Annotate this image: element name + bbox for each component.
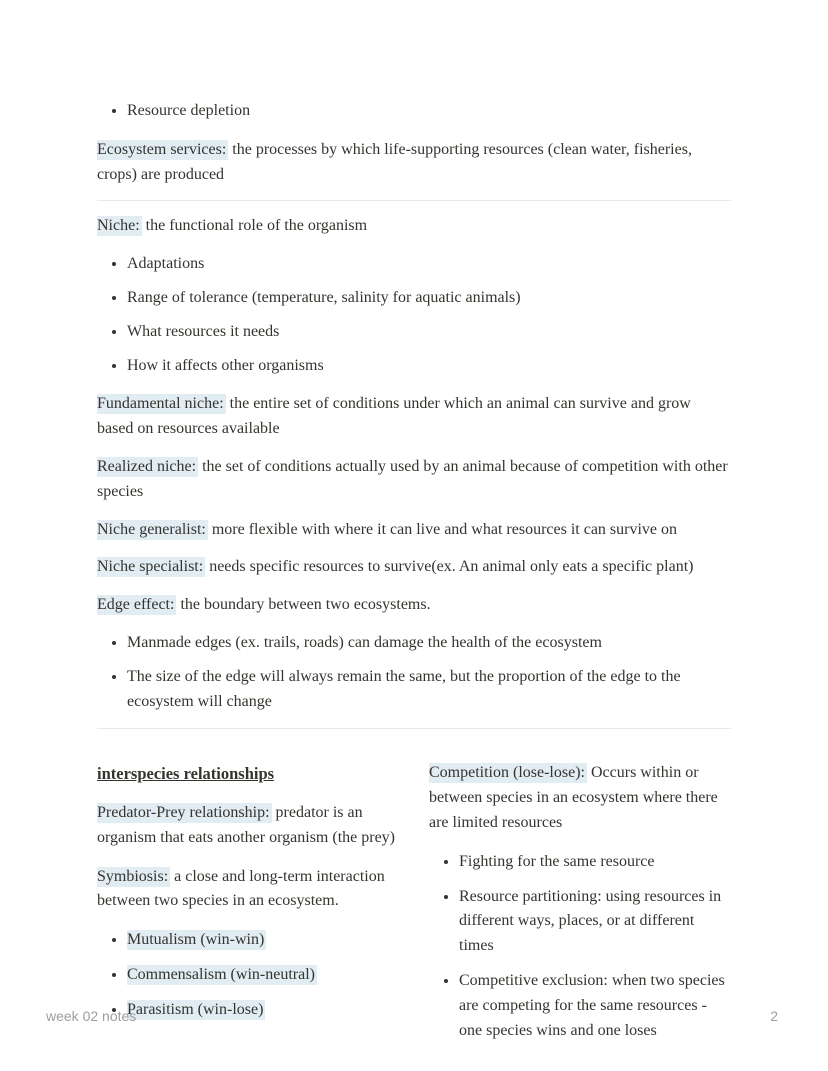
definition-text: Occurs within or between species in an ecosystem where there are limited resources — [429, 764, 718, 831]
definition-text: the set of conditions actually used by an animal because of competition with other species — [97, 457, 728, 500]
list-item — [459, 885, 731, 959]
term-competition: Competition (lose-lose): — [429, 764, 585, 782]
interspecies-relationships-heading: interspecies relationships — [97, 764, 275, 784]
bullet-text: Resource depletion — [127, 102, 251, 119]
term-fundamental-niche: Fundamental niche: — [97, 395, 224, 413]
page-footer — [46, 1006, 778, 1028]
term-parasitism: Parasitism (win-lose) — [127, 1000, 264, 1018]
term-niche-generalist: Niche generalist: — [97, 520, 206, 538]
list-item — [127, 252, 731, 277]
notes-content — [97, 90, 731, 1053]
term-symbiosis: Symbiosis: — [97, 867, 169, 885]
definition-text: the functional role of the organism — [145, 217, 368, 235]
page-number: 2 — [770, 1008, 778, 1024]
term-niche: Niche: — [97, 217, 140, 235]
bullet-text: The size of the edge will always remain the same, but the proportion of the edge to the ecosystem will change — [127, 667, 681, 710]
definition-symbiosis — [97, 865, 407, 915]
bullet-text: Adaptations — [127, 255, 205, 273]
term-niche-specialist: Niche specialist: — [97, 558, 204, 576]
bullet-text: Range of tolerance (temperature, salinity for aquatic animals) — [127, 288, 521, 306]
definition-niche — [97, 214, 731, 239]
term-realized-niche: Realized niche: — [97, 457, 197, 475]
definition-text: the entire set of conditions under which an animal can survive and grow based on resources available — [97, 395, 691, 438]
definition-edge-effect — [97, 593, 731, 618]
definition-text: predator is an organism that eats another organism (the prey) — [97, 803, 395, 846]
list-item — [459, 850, 731, 875]
list-item — [127, 665, 731, 715]
list-item — [127, 99, 731, 124]
list-item — [127, 631, 731, 656]
section-divider — [97, 728, 731, 729]
section-divider — [97, 200, 731, 201]
definition-text: a close and long-term interaction between two species in an ecosystem. — [97, 867, 385, 910]
term-predator-prey: Predator-Prey relationship: — [97, 803, 270, 821]
term-ecosystem-services: Ecosystem services: — [97, 140, 227, 158]
definition-text: more flexible with where it can live and what resources it can survive on — [211, 520, 678, 538]
bullet-text: Competitive exclusion: when two species are competing for the same resources - one species wins and one loses — [459, 971, 725, 1039]
bullet-text: Manmade edges (ex. trails, roads) can damage the health of the ecosystem — [127, 633, 602, 651]
definition-competition — [429, 761, 731, 835]
term-mutualism: Mutualism (win-win) — [127, 931, 265, 949]
definition-text: the processes by which life-supporting resources (clean water, fisheries, crops) are produced — [97, 140, 692, 183]
definition-predator-prey — [97, 801, 407, 851]
list-item — [127, 963, 407, 988]
definition-fundamental-niche — [97, 392, 731, 442]
bullet-text: Resource partitioning: using resources in different ways, places, or at different times — [459, 887, 722, 955]
definition-realized-niche — [97, 455, 731, 505]
definition-niche-specialist — [97, 555, 731, 580]
list-item — [127, 286, 731, 311]
definition-ecosystem-services — [97, 138, 731, 188]
definition-text: the boundary between two ecosystems. — [180, 596, 431, 614]
bullet-text: Fighting for the same resource — [459, 852, 655, 870]
term-edge-effect: Edge effect: — [97, 596, 175, 614]
list-item — [127, 928, 407, 953]
list-item — [127, 320, 731, 345]
bullet-text: What resources it needs — [127, 322, 280, 340]
list-item — [127, 354, 731, 379]
intro-bullet-list — [97, 99, 731, 124]
footer-doc-title: week 02 notes — [46, 1008, 137, 1024]
term-commensalism: Commensalism (win-neutral) — [127, 965, 315, 983]
edge-effect-bullet-list — [97, 631, 731, 714]
bullet-text: How it affects other organisms — [127, 356, 324, 374]
definition-niche-generalist — [97, 518, 731, 543]
definition-text: needs specific resources to survive(ex. An animal only eats a specific plant) — [209, 558, 694, 576]
niche-bullet-list — [97, 252, 731, 378]
